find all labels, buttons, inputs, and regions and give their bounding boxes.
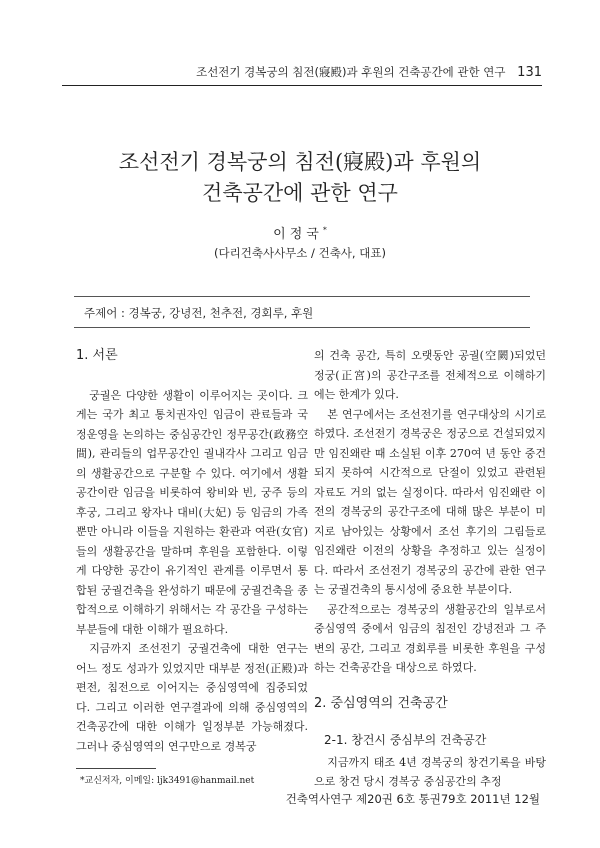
article-title bbox=[0, 147, 600, 209]
body-paragraph: 지금까지 태조 4년 경복궁의 창건기록을 바탕으로 창건 당시 경복궁 중심공간의 추정 bbox=[314, 755, 546, 788]
body-paragraph: 공간적으로는 경복궁의 생활공간의 일부로서 중심영역 중에서 임금의 침전인 강녕전과 그 주변의 공간, 그리고 경회루를 비롯한 후원을 구성하는 건축공간을 대상으로 하였다. bbox=[314, 602, 546, 674]
section-2-heading: 2. 중심영역의 건축공간 bbox=[314, 695, 448, 711]
affiliation: (다리건축사사무소 / 건축사, 대표) bbox=[214, 246, 386, 260]
body-paragraph: 의 건축 공간, 특히 오랫동안 공궐(空闕)되었던 정궁(正宮)의 공간구조를 전체적으로 이해하기에는 한계가 있다. bbox=[314, 349, 546, 401]
body-paragraph: 궁궐은 다양한 생활이 이루어지는 곳이다. 크게는 국가 최고 통치권자인 임금이 관료들과 국정운영을 논의하는 중심공간인 정무공간(政務空間), 관리들의 업무공간인 궐내각사 그리고 임금의 생활공간으로 구분할 수 있다. 여기에서 생활공간이란 임금을 비롯하여 왕비와 빈, 궁주 등의 후궁, 그리고 왕자나 대비(大妃) 등 임금의 가족뿐만 아니라 이들을 지원하는 환관과 여관(女官)들의 생활공간을 말하며 후원을 포함한다. 이렇게 다양한 공간이 유기적인 관계를 이루면서 통합된 궁궐건축을 완성하기 때문에 궁궐건축을 종합적으로 이해하기 위해서는 각 공간을 구성하는 부분들에 대한 이해가 필요하다. bbox=[76, 388, 308, 636]
header-rule bbox=[62, 85, 542, 86]
footnote: *교신저자, 이메일: ljk3491@hanmail.net bbox=[80, 776, 255, 786]
keywords: 주제어 : 경복궁, 강녕전, 천추전, 경회루, 후원 bbox=[84, 306, 314, 320]
author bbox=[0, 223, 600, 242]
right-column bbox=[314, 346, 546, 792]
footnote-rule bbox=[76, 768, 156, 769]
section-1-heading: 1. 서론 bbox=[76, 348, 118, 363]
running-head bbox=[196, 64, 542, 80]
title-line-1: 조선전기 경복궁의 침전(寢殿)과 후원의 bbox=[118, 150, 482, 174]
page-number: 131 bbox=[517, 65, 542, 80]
author-name: 이정국 bbox=[273, 227, 323, 242]
running-title: 조선전기 경복궁의 침전(寢殿)과 후원의 건축공간에 관한 연구 bbox=[196, 65, 506, 79]
keywords-box bbox=[74, 296, 530, 328]
body-paragraph: 지금까지 조선전기 궁궐건축에 대한 연구는 어느 정도 성과가 있었지만 대부분 정전(正殿)과 편전, 침전으로 이어지는 중심영역에 집중되었다. 그리고 이러한 연구결과에 의해 중심영역의 건축공간에 대한 이해가 일정부분 가능해졌다. 그러나 중심영역의 연구만으로 경복궁 bbox=[76, 642, 308, 753]
subsection-heading: 2-1. 창건시 중심부의 건축공간 bbox=[324, 733, 487, 747]
title-line-2: 건축공간에 관한 연구 bbox=[202, 181, 398, 205]
author-mark: * bbox=[322, 225, 327, 235]
journal-info: 건축역사연구 제20권 6호 통권79호 2011년 12월 bbox=[285, 792, 540, 806]
body-paragraph: 본 연구에서는 조선전기를 연구대상의 시기로 하였다. 조선전기 경복궁은 정궁으로 건설되었지만 임진왜란 때 소실된 이후 270여 년 동안 중건되지 못하여 시간적으로 단절이 있었고 관련된 자료도 거의 없는 실정이다. 따라서 임진왜란 이전의 경복궁의 공간구조에 대해 많은 부분이 미지로 남아있는 상황에서 조선 후기의 그림들로 임진왜란 이전의 상황을 추정하고 있는 실정이다. 따라서 조선전기 경복궁의 공간에 관한 연구는 궁궐건축의 통시성에 중요한 부분이다. bbox=[314, 407, 546, 596]
left-column bbox=[76, 346, 308, 756]
